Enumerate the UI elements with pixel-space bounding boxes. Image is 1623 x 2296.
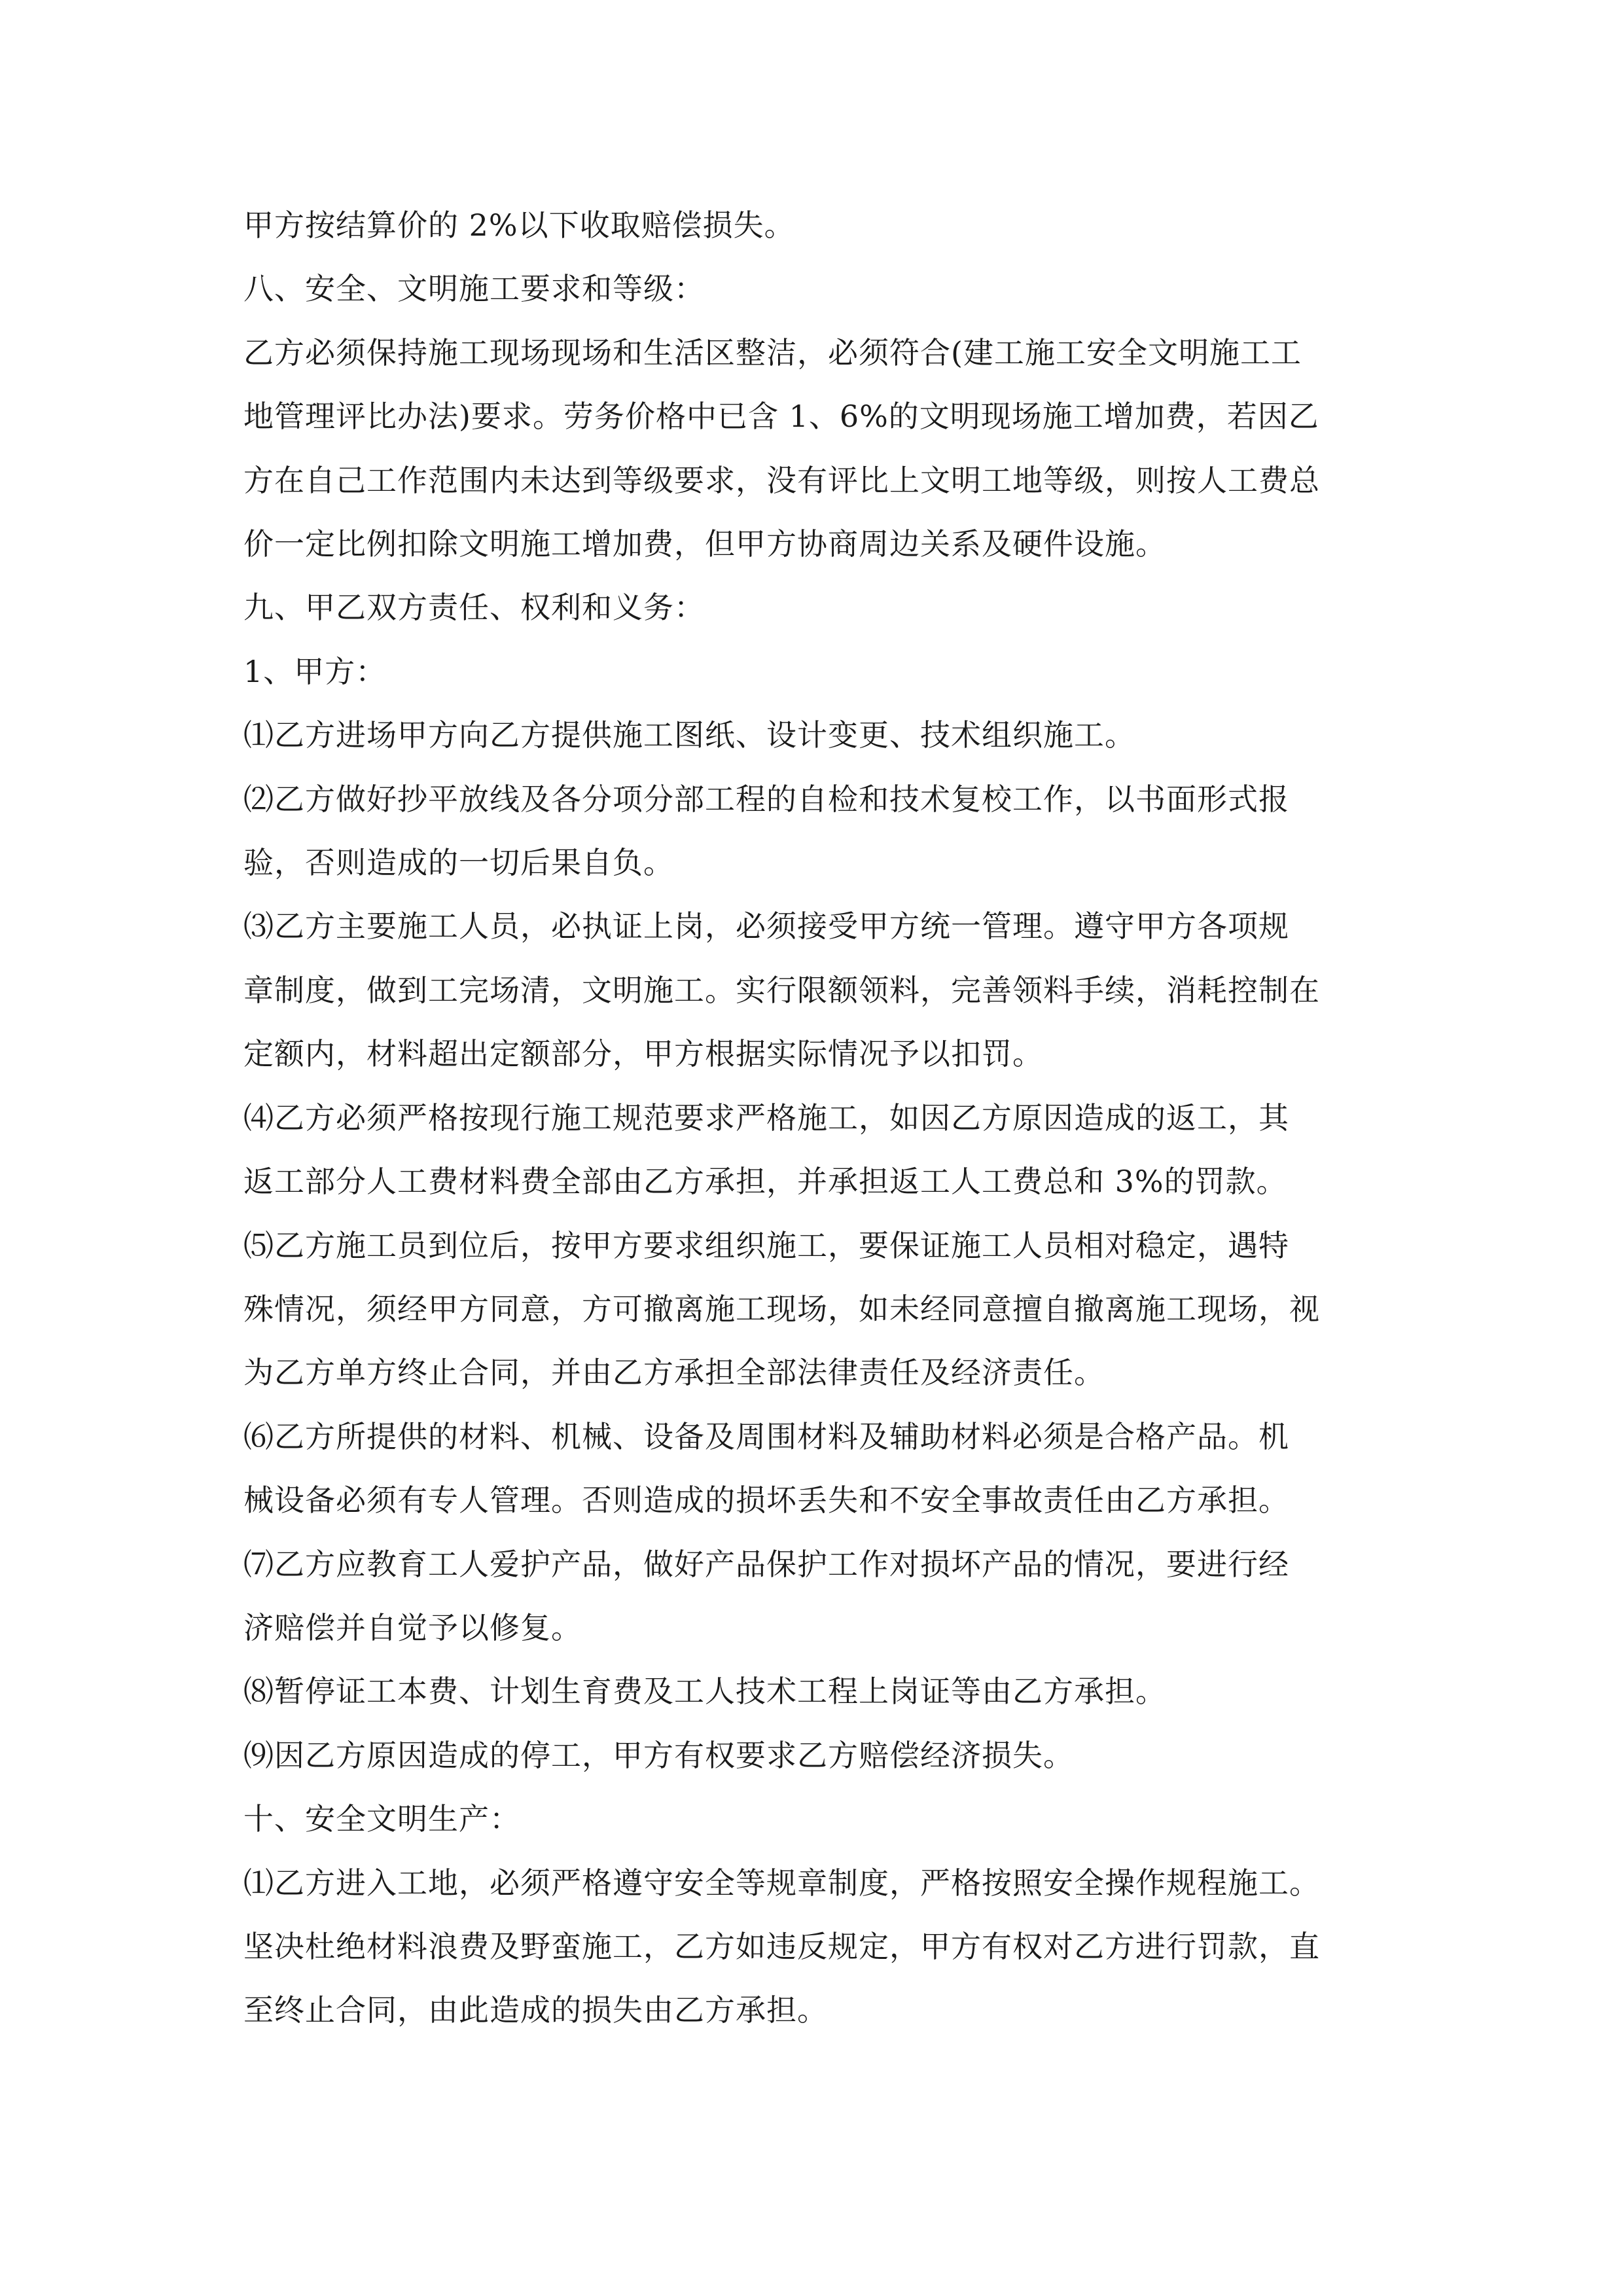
clause-line: ⑸乙方施工员到位后，按甲方要求组织施工，要保证施工人员相对稳定，遇特 xyxy=(243,1227,1289,1263)
text-line: 返工部分人工费材料费全部由乙方承担，并承担返工人工费总和 3%的罚款。 xyxy=(243,1164,1287,1200)
text-line: 为乙方单方终止合同，并由乙方承担全部法律责任及经济责任。 xyxy=(243,1355,1105,1391)
clause-line: ⑵乙方做好抄平放线及各分项分部工程的自检和技术复校工作，以书面形式报 xyxy=(243,781,1289,817)
clause-line: ⑼因乙方原因造成的停工，甲方有权要求乙方赔偿经济损失。 xyxy=(243,1737,1074,1773)
clause-line: ⑴乙方进场甲方向乙方提供施工图纸、设计变更、技术组织施工。 xyxy=(243,717,1135,753)
text-line: 济赔偿并自觉予以修复。 xyxy=(243,1609,582,1645)
text-line: 乙方必须保持施工现场现场和生活区整洁，必须符合(建工施工安全文明施工工 xyxy=(243,334,1302,370)
text-line: 价一定比例扣除文明施工增加费，但甲方协商周边关系及硬件设施。 xyxy=(243,526,1166,562)
clause-line: ⑺乙方应教育工人爱护产品，做好产品保护工作对损坏产品的情况，要进行经 xyxy=(243,1546,1289,1582)
clause-line: ⑶乙方主要施工人员，必执证上岗，必须接受甲方统一管理。遵守甲方各项规 xyxy=(243,908,1289,944)
clause-line: ⑴乙方进入工地，必须严格遵守安全等规章制度，严格按照安全操作规程施工。 xyxy=(243,1865,1320,1901)
subsection-heading: 1、甲方： xyxy=(243,653,387,689)
text-line: 至终止合同，由此造成的损失由乙方承担。 xyxy=(243,1992,828,2028)
text-line: 殊情况，须经甲方同意，方可撤离施工现场，如未经同意擅自撤离施工现场，视 xyxy=(243,1291,1320,1327)
section-heading: 八、安全、文明施工要求和等级： xyxy=(243,271,705,307)
text-line: 章制度，做到工完场清，文明施工。实行限额领料，完善领料手续，消耗控制在 xyxy=(243,972,1320,1008)
text-line: 地管理评比办法)要求。劳务价格中已含 1、6%的文明现场施工增加费，若因乙 xyxy=(243,399,1319,435)
clause-line: ⑻暂停证工本费、计划生育费及工人技术工程上岗证等由乙方承担。 xyxy=(243,1674,1166,1710)
section-heading: 十、安全文明生产： xyxy=(243,1801,520,1837)
section-heading: 九、甲乙双方责任、权利和义务： xyxy=(243,590,705,626)
text-line: 坚决杜绝材料浪费及野蛮施工，乙方如违反规定，甲方有权对乙方进行罚款，直 xyxy=(243,1928,1320,1964)
text-line: 定额内，材料超出定额部分，甲方根据实际情况予以扣罚。 xyxy=(243,1036,1043,1072)
text-line: 方在自己工作范围内未达到等级要求，没有评比上文明工地等级，则按人工费总 xyxy=(243,462,1320,498)
document-body xyxy=(243,194,1395,2043)
clause-line: ⑹乙方所提供的材料、机械、设备及周围材料及辅助材料必须是合格产品。机 xyxy=(243,1418,1289,1454)
clause-line: ⑷乙方必须严格按现行施工规范要求严格施工，如因乙方原因造成的返工，其 xyxy=(243,1100,1289,1136)
text-line: 验，否则造成的一切后果自负。 xyxy=(243,845,674,881)
text-line: 械设备必须有专人管理。否则造成的损坏丢失和不安全事故责任由乙方承担。 xyxy=(243,1482,1289,1518)
text-line: 甲方按结算价的 2%以下收取赔偿损失。 xyxy=(243,207,795,243)
